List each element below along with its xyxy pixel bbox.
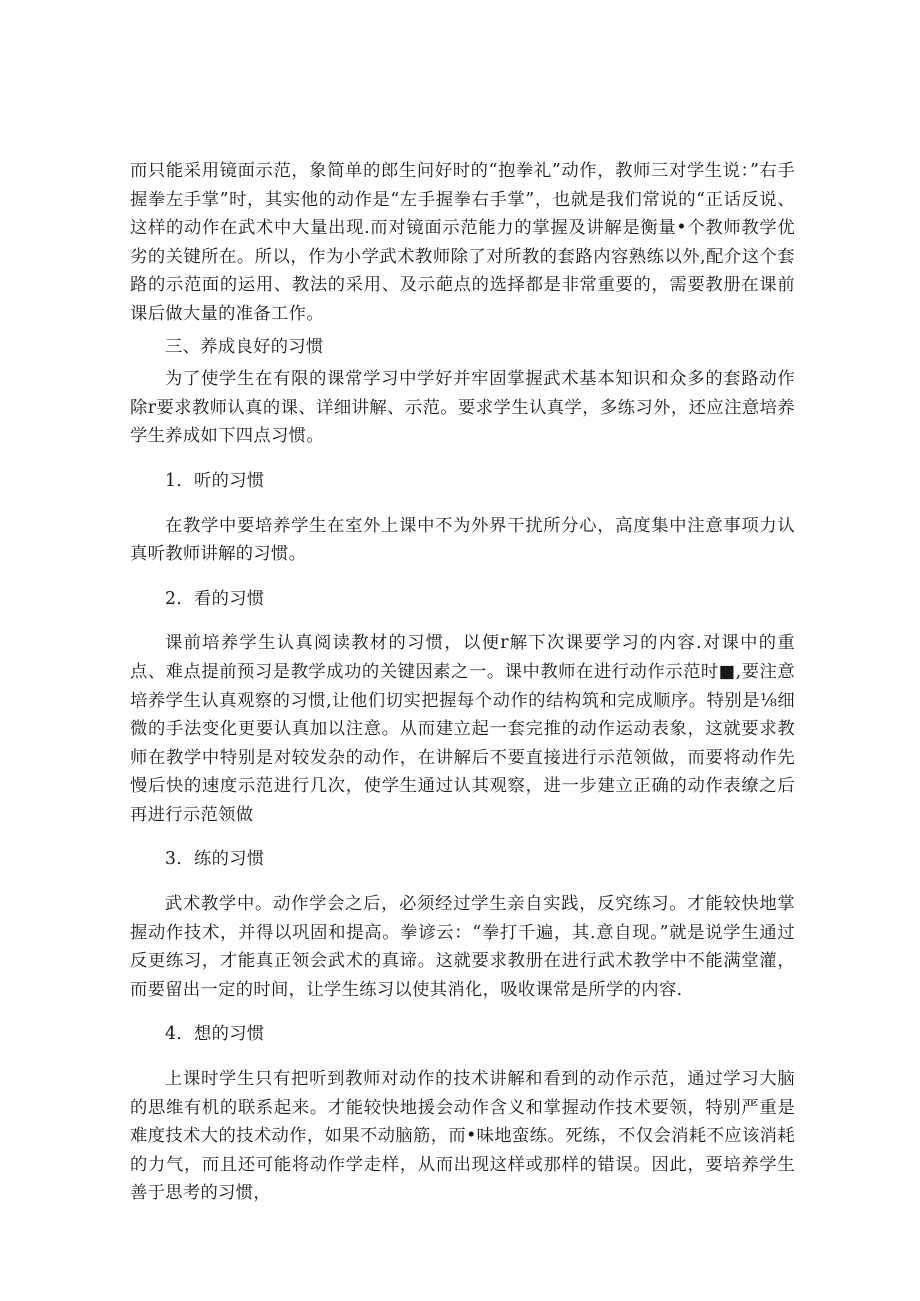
paragraph-watching: 课前培养学生认真阅读教材的习惯，以便r解下次课要学习的内容.对课中的重点、难点提前预习是教学成功的关键因素之一。课中教师在进行动作示范时■,要注意培养学生认真观察的习惯,让他们切实把握每个动作的结构筑和完成顺序。特别是⅛细微的手法变化更要认真加以注意。从而建立起一套完推的动作运动表象，这就要求教师在教学中特别是对较发杂的动作，在讲解后不要直接进行示范领做，而要将动作先慢后快的速度示范进行几次，使学生通过认其观察，进一步建立正确的动作表缭之后再进行示范领做 (130, 633, 795, 825)
subheading-practicing: 3．练的习惯 (165, 849, 265, 870)
subheading-watching: 2．看的习惯 (165, 588, 265, 609)
paragraph-mirror-demonstration: 而只能采用镜面示范，象简单的郎生问好时的“抱拳礼”动作，教师三对学生说：”右手握拳左手掌”时，其实他的动作是“左手握拳右手掌”，也就是我们常说的“正话反说、这样的动作在武术中大量出现.而对镜面示范能力的掌握及讲解是衡量•个教师教学优劣的关键所在。所以，作为小学武术教师除了对所教的套路内容熟练以外,配介这个套路的示范面的运用、教法的采用、及示葩点的选择都是非常重要的，需要教册在课前课后做大量的准备工作。 (130, 161, 795, 324)
subheading-thinking: 4．想的习惯 (165, 1024, 265, 1045)
paragraph-thinking: 上课时学生只有把听到教师对动作的技术讲解和看到的动作示范，通过学习大脑的思维有机的联系起来。才能较快地援会动作含义和掌握动作技术要领，特别严重是难度技术大的技术动作，如果不动脑筋，而•味地蛮练。死练，不仅会消耗不应该消耗的力气，而且还可能将动作学走样，从而出现这样或那样的错误。因此，要培养学生善于思考的习惯， (130, 1069, 795, 1204)
paragraph-practicing: 武术教学中。动作学会之后，必须经过学生亲自实践，反究练习。才能较快地掌握动作技术，并得以巩固和提高。拳谚云：“拳打千遍，其.意自现。”就是说学生通过反更练习，才能真正领会武术的真谛。这就要求教册在进行武术教学中不能满堂灌，而要留出一定的时间，让学生练习以使其消化，吸收课常是所学的内容. (130, 894, 795, 1000)
paragraph-habits-intro: 为了使学生在有限的课常学习中学好并牢固掌握武术基本知识和众多的套路动作除r要求教师认真的课、详细讲解、示范。要求学生认真学，多练习外，还应注意培养学生养成如下四点习惯。 (130, 369, 795, 447)
subheading-listening: 1．听的习惯 (165, 470, 265, 491)
document-body (130, 157, 795, 1208)
paragraph-listening: 在教学中要培养学生在室外上课中不为外界干扰所分心，高度集中注意事项力认真听教师讲解的习惯。 (130, 515, 795, 565)
section-heading-habits: 三、养成良好的习惯 (165, 336, 324, 357)
